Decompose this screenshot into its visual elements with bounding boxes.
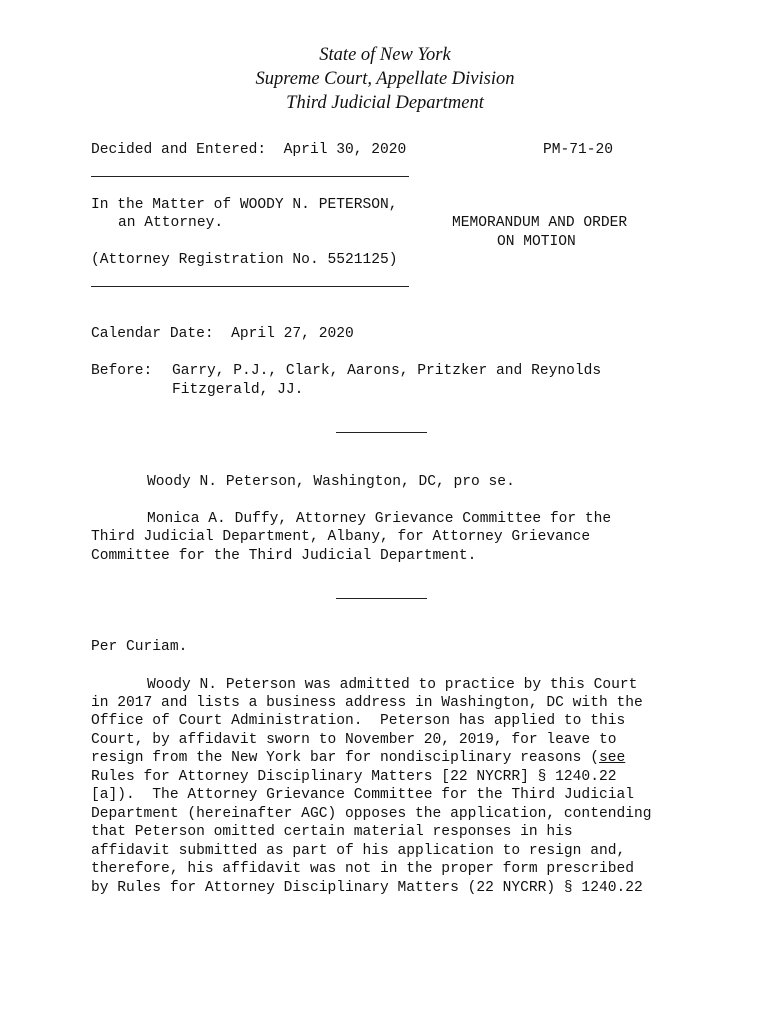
opinion-text: resign from the New York bar for nondisciplinary reasons (: [91, 750, 599, 766]
opinion-line: Court, by affidavit sworn to November 20, 2019, for leave to: [91, 732, 617, 748]
appearance-agc: Monica A. Duffy, Attorney Grievance Committee for the: [147, 511, 612, 527]
opinion-line: Rules for Attorney Disciplinary Matters [22 NYCRR] § 1240.22: [91, 769, 617, 785]
memorandum-title: MEMORANDUM AND ORDER: [452, 215, 628, 231]
caption-top-rule: [91, 176, 409, 177]
opinion-line: Woody N. Peterson was admitted to practice by this Court: [147, 677, 638, 693]
registration-number: (Attorney Registration No. 5521125): [91, 252, 398, 268]
opinion-line: Department (hereinafter AGC) opposes the application, contending: [91, 806, 652, 822]
court-name-heading: Supreme Court, Appellate Division: [255, 69, 515, 89]
before-label: Before:: [91, 363, 153, 379]
memorandum-subtitle: ON MOTION: [497, 234, 576, 250]
caption-bottom-rule: [91, 286, 409, 287]
opinion-line: by Rules for Attorney Disciplinary Matters (22 NYCRR) § 1240.22: [91, 880, 643, 896]
opinion-line: [91, 749, 625, 768]
opinion-line: [a]). The Attorney Grievance Committee for the Third Judicial: [91, 787, 634, 803]
opinion-line: in 2017 and lists a business address in Washington, DC with the: [91, 695, 643, 711]
panel-justices: Garry, P.J., Clark, Aarons, Pritzker and Reynolds: [172, 363, 602, 379]
section-divider-2: [336, 598, 427, 599]
department-heading: Third Judicial Department: [286, 93, 484, 113]
calendar-date: Calendar Date: April 27, 2020: [91, 326, 354, 342]
opinion-line: that Peterson omitted certain material responses in his: [91, 824, 573, 840]
per-curiam-label: Per Curiam.: [91, 639, 188, 655]
appearance-agc-cont: Third Judicial Department, Albany, for Attorney Grievance: [91, 529, 591, 545]
decided-entered-date: Decided and Entered: April 30, 2020: [91, 142, 407, 158]
citation-signal-see: see: [598, 750, 626, 766]
matter-line-attorney: an Attorney.: [118, 215, 224, 231]
opinion-line: Office of Court Administration. Peterson has applied to this: [91, 713, 626, 729]
section-divider: [336, 432, 427, 433]
opinion-line: therefore, his affidavit was not in the proper form prescribed: [91, 861, 634, 877]
matter-line: In the Matter of WOODY N. PETERSON,: [91, 197, 398, 213]
opinion-line: affidavit submitted as part of his application to resign and,: [91, 843, 626, 859]
appearance-respondent: Woody N. Peterson, Washington, DC, pro se.: [147, 474, 515, 490]
panel-justices-cont: Fitzgerald, JJ.: [172, 382, 304, 398]
court-state-heading: State of New York: [319, 45, 451, 65]
docket-number: PM-71-20: [543, 142, 614, 158]
appearance-agc-cont2: Committee for the Third Judicial Department.: [91, 548, 477, 564]
